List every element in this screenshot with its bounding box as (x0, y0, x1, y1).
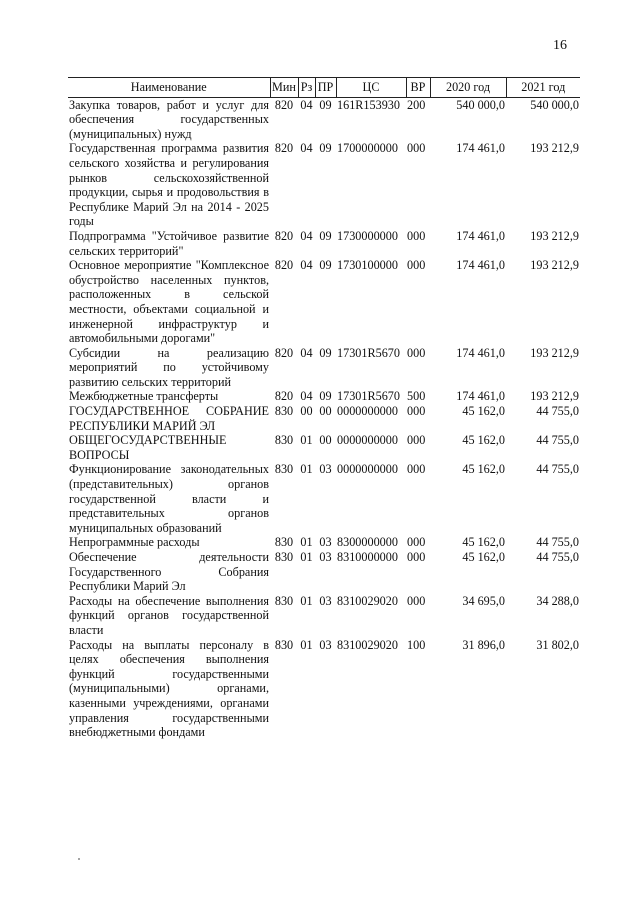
row-2020: 174 461,0 (456, 345, 505, 360)
row-vr: 000 (407, 404, 426, 419)
table-row (68, 638, 580, 740)
row-name: ОБЩЕГОСУДАРСТВЕННЫЕ ВОПРОСЫ (69, 433, 227, 462)
table-row (68, 594, 580, 638)
table-row (68, 550, 580, 594)
row-cs: 8310000000 (337, 550, 398, 564)
row-min: 820 (274, 345, 294, 360)
row-name: Функционирование законодательных (представительных) органов государственной власти и представительных органов муниципальных образований (69, 462, 269, 535)
budget-table (68, 77, 580, 740)
row-rz: 01 (300, 433, 313, 448)
table-row (68, 404, 580, 433)
table-row (68, 389, 580, 404)
row-2021: 34 288,0 (536, 593, 579, 608)
row-vr: 000 (407, 535, 426, 550)
row-2021: 193 212,9 (530, 345, 579, 360)
row-pr: 03 (319, 637, 332, 652)
row-min: 830 (274, 593, 294, 608)
row-rz: 04 (300, 345, 313, 360)
row-2020: 540 000,0 (456, 97, 505, 112)
row-cs: 1730000000 (337, 228, 398, 243)
row-rz: 04 (300, 228, 313, 243)
table-row (68, 141, 580, 229)
row-name: Расходы на выплаты персоналу в целях обеспечения выполнения функций государственными (муниципальными) органами, казенными учреждениями, органами управления государственными внебюджетными фондами (69, 637, 269, 740)
row-pr: 09 (319, 258, 332, 273)
row-min: 820 (274, 258, 294, 273)
row-cs: 8300000000 (337, 535, 398, 550)
row-2020: 174 461,0 (456, 228, 505, 243)
row-min: 820 (274, 97, 294, 112)
row-name: Непрограммные расходы (69, 535, 200, 550)
row-pr: 09 (319, 141, 332, 156)
row-2020: 45 162,0 (462, 462, 505, 477)
row-name: Государственная программа развития сельского хозяйства и регулирования рынков сельскохозяйственной продукции, сырья и продовольствия в Республике Марий Эл на 2014 - 2025 годы (69, 141, 269, 229)
row-name: Подпрограмма "Устойчивое развитие сельских территорий" (69, 228, 269, 258)
row-2020: 45 162,0 (462, 535, 505, 550)
row-vr: 000 (407, 462, 426, 477)
table-row (68, 346, 580, 390)
row-2021: 44 755,0 (536, 462, 579, 477)
table-row (68, 97, 580, 141)
row-min: 820 (274, 228, 294, 243)
table-row (68, 462, 580, 535)
row-2021: 44 755,0 (536, 535, 579, 550)
row-vr: 000 (407, 550, 426, 564)
row-name: Основное мероприятие "Комплексное обустройство населенных пунктов, расположенных в сельской местности, объектами социальной и инженерной инфраструктур и автомобильными дорогами" (69, 258, 269, 346)
row-rz: 01 (300, 550, 313, 564)
row-min: 830 (274, 404, 294, 419)
row-2021: 193 212,9 (530, 389, 579, 404)
row-2020: 174 461,0 (456, 258, 505, 273)
row-rz: 01 (300, 637, 313, 652)
row-2020: 174 461,0 (456, 141, 505, 156)
row-2021: 193 212,9 (530, 228, 579, 243)
row-rz: 01 (300, 593, 313, 608)
header-name: Наименование (68, 78, 270, 98)
row-2021: 44 755,0 (536, 433, 579, 448)
row-cs: 0000000000 (337, 433, 398, 448)
row-pr: 03 (319, 535, 332, 550)
row-rz: 04 (300, 389, 313, 404)
row-rz: 01 (300, 462, 313, 477)
row-2021: 31 802,0 (536, 637, 579, 652)
row-min: 820 (274, 389, 294, 404)
row-2020: 34 695,0 (462, 593, 505, 608)
row-rz: 00 (300, 404, 313, 419)
row-min: 830 (274, 462, 294, 477)
row-rz: 01 (300, 535, 313, 550)
row-min: 820 (274, 141, 294, 156)
row-pr: 09 (319, 97, 332, 112)
row-min: 830 (274, 535, 294, 550)
header-vr: ВР (406, 78, 430, 98)
row-vr: 500 (407, 389, 426, 404)
header-min: Мин (270, 78, 298, 98)
row-cs: 17301R5670 (337, 389, 400, 404)
row-rz: 04 (300, 258, 313, 273)
row-vr: 000 (407, 141, 426, 156)
row-cs: 17301R5670 (337, 345, 400, 360)
scan-speck (78, 858, 80, 860)
row-2021: 193 212,9 (530, 141, 579, 156)
row-name: Закупка товаров, работ и услуг для обеспечения государственных (муниципальных) нужд (69, 97, 269, 141)
row-2021: 193 212,9 (530, 258, 579, 273)
row-pr: 03 (319, 550, 332, 564)
row-cs: 8310029020 (337, 593, 398, 608)
row-cs: 1700000000 (337, 141, 398, 156)
header-pr: ПР (315, 78, 336, 98)
row-vr: 000 (407, 228, 426, 243)
row-2020: 45 162,0 (462, 550, 505, 564)
row-2021: 540 000,0 (530, 97, 579, 112)
page-number: 16 (553, 38, 567, 53)
table-row (68, 433, 580, 462)
row-2021: 44 755,0 (536, 404, 579, 419)
row-vr: 100 (407, 637, 426, 652)
row-2020: 45 162,0 (462, 404, 505, 419)
row-min: 830 (274, 433, 294, 448)
row-vr: 000 (407, 258, 426, 273)
table-row (68, 535, 580, 550)
row-2020: 45 162,0 (462, 433, 505, 448)
header-2021: 2021 год (506, 78, 580, 98)
header-rz: Рз (298, 78, 315, 98)
row-cs: 0000000000 (337, 404, 398, 419)
row-pr: 09 (319, 345, 332, 360)
header-cs: ЦС (336, 78, 406, 98)
row-vr: 200 (407, 97, 426, 112)
row-pr: 09 (319, 228, 332, 243)
table-row (68, 229, 580, 258)
row-pr: 03 (319, 462, 332, 477)
row-pr: 03 (319, 593, 332, 608)
row-pr: 09 (319, 389, 332, 404)
row-2020: 174 461,0 (456, 389, 505, 404)
row-cs: 161R153930 (337, 97, 400, 112)
row-vr: 000 (407, 593, 426, 608)
row-vr: 000 (407, 433, 426, 448)
row-name: ГОСУДАРСТВЕННОЕ СОБРАНИЕ РЕСПУБЛИКИ МАРИЙ ЭЛ (69, 404, 269, 433)
row-name: Обеспечение деятельности Государственного Собрания Республики Марий Эл (69, 550, 269, 594)
row-name: Расходы на обеспечение выполнения функций органов государственной власти (69, 593, 269, 637)
table-header-row (68, 78, 580, 98)
row-min: 830 (274, 550, 294, 564)
row-min: 830 (274, 637, 294, 652)
row-cs: 8310029020 (337, 637, 398, 652)
row-name: Субсидии на реализацию мероприятий по устойчивому развитию сельских территорий (69, 345, 269, 389)
row-2020: 31 896,0 (462, 637, 505, 652)
row-cs: 1730100000 (337, 258, 398, 273)
row-2021: 44 755,0 (536, 550, 579, 564)
row-rz: 04 (300, 141, 313, 156)
row-pr: 00 (319, 404, 332, 419)
row-vr: 000 (407, 345, 426, 360)
row-pr: 00 (319, 433, 332, 448)
row-name: Межбюджетные трансферты (69, 389, 219, 404)
table-row (68, 258, 580, 346)
row-rz: 04 (300, 97, 313, 112)
header-2020: 2020 год (430, 78, 506, 98)
row-cs: 0000000000 (337, 462, 398, 477)
table-body (68, 97, 580, 740)
